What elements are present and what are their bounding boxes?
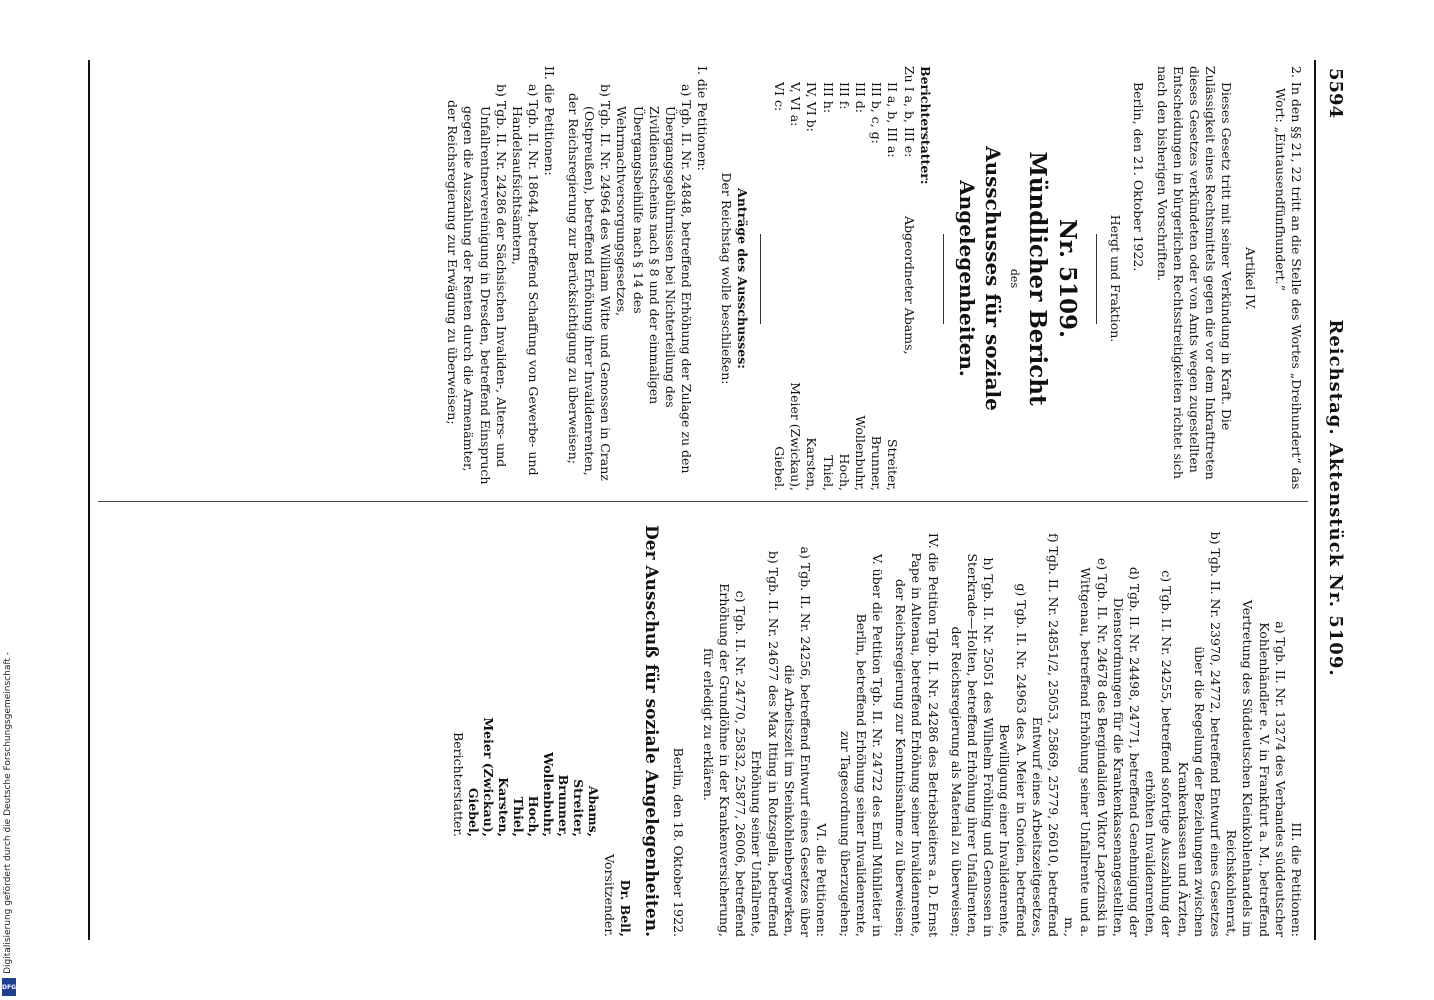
item-IIId: d) Tgb. II. Nr. 24498, 24771, betreffend Genehmigung der Dienstordnungen für die Krankenkassenangestellten, <box>1110 566 1142 937</box>
rapporteur-items: III d: <box>852 82 868 113</box>
action-III: der Reichsregierung als Material zu überweisen; <box>948 626 964 937</box>
right-column <box>104 512 1304 937</box>
signature-name: Hoch, <box>526 795 542 837</box>
rapporteur-signatures <box>451 512 601 937</box>
signature-line: Hergt und Fraktion. <box>1108 214 1124 343</box>
action-IV: der Reichsregierung zur Kenntnisnahme zu überweisen; <box>893 579 909 937</box>
rapporteur-row <box>884 66 900 491</box>
item-VIa: a) Tgb. II. Nr. 24256, betreffend Entwurf eines Gesetzes über die Arbeitszeit im Steinkohlenbergwerken, <box>781 546 814 937</box>
committee-signature: Der Ausschuß für soziale Angelegenheiten. <box>641 525 662 937</box>
rapporteur-items: VI c: <box>771 82 787 112</box>
rapporteur-row <box>900 66 916 491</box>
section-V: V. über die Petition Tgb. II. Nr. 24722 des Emil Mühlleiter in Berlin, betreffend Erhöhung seiner Invalidenrente, <box>853 553 885 937</box>
rapporteur-row <box>819 66 835 491</box>
digitization-credit <box>0 576 18 996</box>
rapporteur-items: II a, b, III a: <box>885 82 901 158</box>
signature-name: Brunner, <box>556 774 572 837</box>
section-IV: IV. die Petition Tgb. II. Nr. 24286 des Betriebsleiters a. D. Ernst Pape in Altenau, betreffend Erhöhung seiner Invalidenrente, <box>909 532 941 937</box>
rapporteur-name: Brunner, <box>869 435 885 491</box>
rapporteur-row <box>852 66 868 491</box>
column-divider <box>98 501 1308 502</box>
action-II: der Reichsregierung zur Erwägung zu überweisen; <box>445 100 461 425</box>
item-Ia: a) Tgb. II. Nr. 24848, betreffend Erhöhung der Zulage zu den Übergangsgebührnissen bei Nichterteilung des Zivildienstscheins nach § 8 und der einmaligen Übergangsbeihilfe nach § 14 des Wehrmachtversorgungsgesetzes, <box>614 84 695 474</box>
page-number: 5594 <box>1325 68 1346 119</box>
motions-heading: Anträge des Ausschusses: <box>734 188 750 369</box>
signature-name: Abams, <box>586 785 602 837</box>
rapporteur-name: Karsten, <box>804 437 820 491</box>
document-number: Nr. 5109. <box>1053 218 1081 339</box>
rapporteur-row <box>836 66 852 491</box>
section-I: I. die Petitionen: <box>695 66 711 171</box>
item-IIIc: c) Tgb. II. Nr. 24255, betreffend sofortige Auszahlung der erhöhten Invalidenrenten, <box>1143 570 1175 937</box>
item-VIb: b) Tgb. II. Nr. 24677 des Max Itting in Rotzsgella, betreffend Erhöhung seiner Unfallrente, <box>749 550 781 937</box>
rapporteur-items: Zu I a, b, III e: <box>901 66 917 158</box>
signature-block <box>451 512 633 937</box>
rapporteur-items: III h: <box>820 82 836 114</box>
paragraph-item-2: 2. In den §§ 21, 22 tritt an die Stelle des Wortes „Dreihundert“ das Wort: „Eintausendfünfhundert.“ <box>1272 66 1304 490</box>
committee-title: Ausschusses für soziale Angelegenheiten. <box>954 146 1005 411</box>
rapporteur-row <box>787 66 803 491</box>
rapporteur-row <box>868 66 884 491</box>
signature-role: Berichterstatter. <box>451 732 467 837</box>
short-rule <box>1096 234 1097 324</box>
rapporteur-name: Giebel. <box>771 446 787 491</box>
section-III: III. die Petitionen: <box>1289 822 1304 937</box>
signature-name: Karsten, <box>496 777 512 837</box>
signature-name: Wollenbuhr, <box>541 752 557 837</box>
date-line: Berlin, den 21. Oktober 1922. <box>1131 82 1147 272</box>
rapporteur-name: Abgeordneter Abams, <box>901 216 917 355</box>
page-header <box>1316 68 1350 928</box>
date-line-right: Berlin, den 18. Oktober 1922. <box>670 747 686 937</box>
item-IIIg: g) Tgb. II. Nr. 24963 des A. Meier in Gnoien, betreffend Bewilligung einer Invalidenrente, <box>997 583 1029 937</box>
rapporteur-row <box>771 66 787 491</box>
action-I: der Reichsregierung zur Berücksichtigung zu überweisen; <box>565 93 581 464</box>
item-IIIf: f) Tgb. II. Nr. 24851/2, 25053, 25869, 25779, 26010, betreffend Entwurf eines Arbeitszeitgesetzes, <box>1029 533 1061 937</box>
signature-name: Streiter, <box>571 779 587 837</box>
item-IIb: b) Tgb. II. Nr. 24286 der Sächsischen Invaliden-, Alters- und Unfallrentnervereinigung in Dresden, betreffend Einspruch gegen die Auszahlung der Renten durch die Armenämter, <box>461 84 509 485</box>
rapporteurs-table <box>771 66 917 491</box>
rapporteurs-heading: Berichterstatter: <box>917 66 933 185</box>
resolution-line: Der Reichstag wolle beschließen: <box>718 172 734 385</box>
artikel-text: Dieses Gesetz tritt mit seiner Verkündung in Kraft. Die Zulässigkeit eines Rechtsmittels gegen die vor dem Inkrafttreten dieses Gesetzes verkündeten oder von Amts wegen zugestellten Entscheidungen in bürgerlichen Rechtsstreitigkeiten richtet sich nach den bisherigen Vorschriften. <box>1154 66 1235 480</box>
chair-role: Vorsitzender. <box>602 854 618 937</box>
des-line: des <box>1007 268 1021 289</box>
rapporteur-items: III f: <box>836 82 852 110</box>
rapporteur-items: IV, VI b: <box>804 82 820 132</box>
credit-text: Digitalisierung gefördert durch die Deutsche Forschungsgemeinschaft - <box>3 652 13 974</box>
signature-name: Thiel, <box>511 796 527 837</box>
rapporteur-name: Hoch, <box>836 453 852 491</box>
signature-name: Meier (Zwickau), <box>481 717 497 837</box>
rapporteur-name: Streiter, <box>885 439 901 491</box>
rapporteur-name: Wollenbuhr, <box>852 415 868 491</box>
chair-name: Dr. Bell, <box>618 879 634 937</box>
chair-block <box>601 512 633 937</box>
action-V: zur Tagesordnung überzugehen; <box>837 730 853 937</box>
section-VI: VI. die Petitionen: <box>814 823 830 937</box>
running-title: Reichstag. Aktenstück Nr. 5109. <box>1325 319 1346 677</box>
header-rule <box>1314 60 1316 940</box>
rapporteur-items: V, VI a: <box>788 82 804 127</box>
rapporteur-name: Meier (Zwickau), <box>788 382 804 491</box>
artikel-heading: Artikel IV. <box>1242 247 1258 310</box>
short-rule-3 <box>760 234 761 324</box>
signature-name: Giebel, <box>466 787 482 837</box>
item-IIIb: b) Tgb. II. Nr. 23970, 24772, betreffend Entwurf eines Gesetzes über die Regelung der Beziehungen zwischen Krankenkassen und Ärzten, <box>1175 531 1223 937</box>
item-VIc: c) Tgb. II. Nr. 24770, 25832, 25877, 26006, betreffend Erhöhung der Grundlöhne in der Krankenversicherung, <box>717 583 749 937</box>
rapporteur-row <box>803 66 819 491</box>
left-column <box>104 66 1304 491</box>
report-title: Mündlicher Bericht <box>1023 151 1051 406</box>
item-IIa: a) Tgb. II. Nr. 18644, betreffend Schaffung von Gewerbe- und Handelsaufsichtsämtern, <box>510 84 542 476</box>
item-IIIe: e) Tgb. II. Nr. 24678 des Bergindaliden Viktor Lapczinski in Wittgenau, betreffend Erhöhung seiner Unfallrente und a. m., <box>1062 557 1110 937</box>
item-Ib: b) Tgb. II. Nr. 24964 des William Witte und Genossen in Cranz (Ostpreußen), betreffend Erhöhung ihrer Invalidenrenten, <box>581 84 614 481</box>
item-IIIh: h) Tgb. II. Nr. 25051 des Wilhelm Fröhling und Genossen in Sterkrade—Holten, betreffend Erhöhung ihrer Unfallrenten, <box>964 553 997 937</box>
rapporteur-name: Thiel, <box>820 455 836 491</box>
bottom-rule <box>88 60 90 940</box>
rapporteur-items: III b, c, g: <box>869 82 885 144</box>
section-II: II. die Petitionen: <box>542 66 558 176</box>
item-IIIa: a) Tgb. II. Nr. 13274 des Verbandes süddeutscher Kohlenhändler e. V. in Frankfurt a. M., betreffend Vertretung des Süddeutschen Kleinkohlenhandels im Reichskohlenrat, <box>1224 599 1288 937</box>
short-rule-2 <box>943 234 944 324</box>
dfg-logo: DFG <box>2 978 16 996</box>
action-VI: für erledigt zu erklären. <box>700 648 716 801</box>
